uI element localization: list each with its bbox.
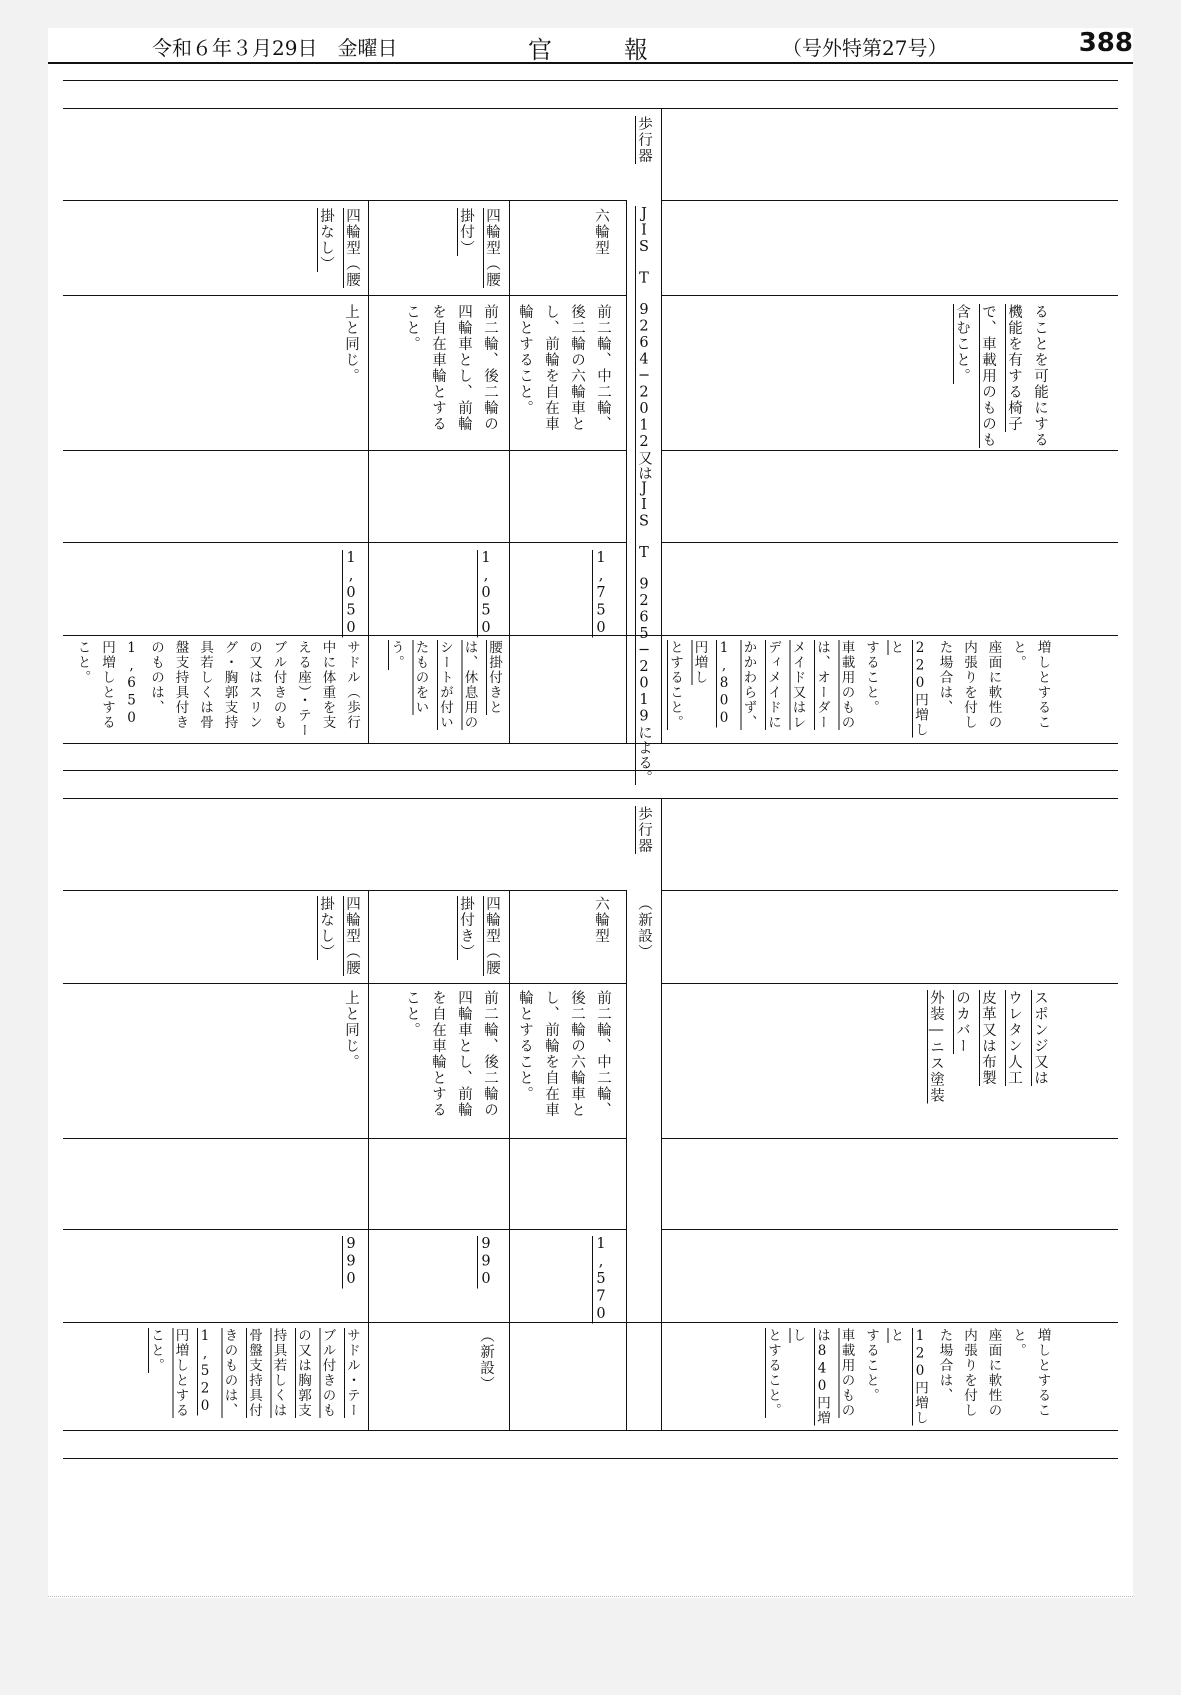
upper-row2-note: 腰掛付きとは、休息用のシートが付いたものをいう。: [388, 640, 502, 730]
upper-row3-price: 1,050: [343, 550, 359, 638]
lower-row2-note: （新設）: [478, 1328, 494, 1392]
header-name: 官 報: [528, 36, 648, 64]
lower-row2-desc: 前二輪、後二輪の四輪車とし、前輪を自在車輪とすること。: [404, 990, 498, 1118]
upper-row1-price: 1,750: [593, 550, 609, 638]
upper-row3-desc: 上と同じ。: [343, 304, 359, 384]
lower-row3-type: 四輪型（腰掛なし）: [318, 896, 360, 976]
lower-row3-desc: 上と同じ。: [343, 990, 359, 1070]
gazette-page: [48, 28, 1133, 1598]
lower-row1-desc: 前二輪、中二輪、後二輪の六輪車とし、前輪を自在車輪とすること。: [517, 990, 611, 1118]
lower-col1-text: スポンジ又は ウレタン人工 皮革又は布製 のカバー 外装―ニス塗装: [928, 990, 1048, 1104]
upper-row1-type: 六輪型: [593, 208, 609, 256]
upper-standard: JIS T 9264─2012又はJIS T 9265─2019による。: [636, 206, 652, 785]
page-number: 388: [1078, 28, 1133, 58]
upper-row1-desc: 前二輪、中二輪、後二輪の六輪車とし、前輪を自在車輪とすること。: [517, 304, 611, 432]
upper-category: 歩行器: [636, 116, 652, 164]
upper-top-rule: [63, 80, 1118, 81]
lower-row3-price: 990: [343, 1236, 359, 1289]
lower-row2-type: 四輪型（腰掛付き）: [458, 896, 500, 976]
upper-row2-type: 四輪型（腰掛付）: [458, 208, 500, 288]
lower-col9-text: 増しとするこ と。 座面に軟性の 内張りを付し た場合は、 120円増しと すること。 車載用のもの は840円増し とすること。: [765, 1328, 1051, 1426]
page-header: [48, 28, 1133, 64]
upper-row3-type: 四輪型（腰掛なし）: [318, 208, 360, 288]
lower-row2-price: 990: [478, 1236, 494, 1289]
upper-bottom-rule: [63, 770, 1118, 771]
upper-row2-price: 1,050: [478, 550, 494, 638]
header-date: 令和６年３月29日 金曜日: [152, 36, 398, 60]
upper-col1-line: ることを可能にする: [1032, 304, 1048, 448]
lower-row1-type: 六輪型: [593, 896, 609, 944]
lower-new-mark: （新設）: [636, 896, 652, 960]
upper-row2-desc: 前二輪、後二輪の四輪車とし、前輪を自在車輪とすること。: [404, 304, 498, 432]
lower-row1-price: 1,570: [593, 1236, 609, 1324]
header-issue: （号外特第27号）: [782, 36, 948, 60]
upper-row3-note: サドル（歩行中に体重を支える座）・テーブル付きのもの又はスリング・胸郭支持具若しくは骨盤支持具付きのものは、1,650円増しとすること。: [74, 640, 360, 739]
upper-col9-text: 増しとするこ と。 座面に軟性の 内張りを付し た場合は、 220円増しと すること。 車載用のもの は、オーダー メイド又はレ ディメイドに かかわらず、 1,800円増し とすること。: [667, 640, 1051, 738]
lower-bottom-rule: [63, 1458, 1118, 1459]
lower-row3-note: サドル・テーブル付きのもの又は胸郭支持具若しくは骨盤支持具付きのものは、1,520円増しとすること。: [148, 1328, 360, 1418]
page-bottom-edge: [48, 1596, 1133, 1597]
upper-col1-text: ることを可能にする 機能を有する椅子 で、車載用のものも 含むこと。: [954, 304, 1048, 448]
lower-category: 歩行器: [636, 806, 652, 854]
